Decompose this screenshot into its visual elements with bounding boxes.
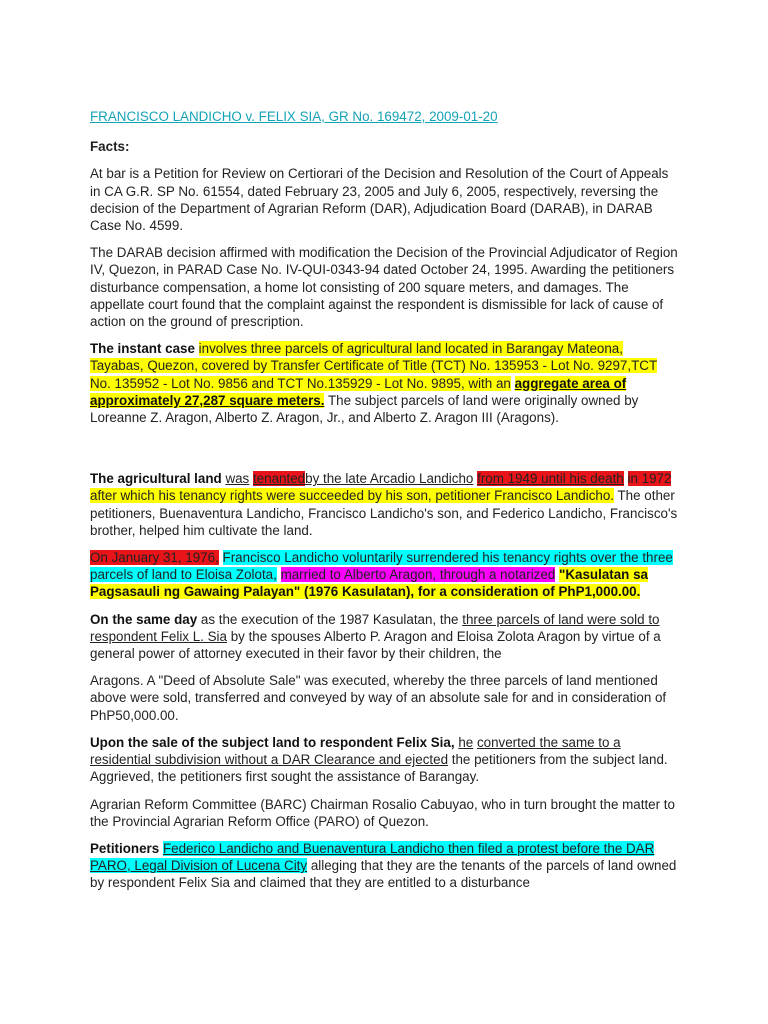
upon-sale-rest: the petitioners from the subject land. Aggrieved, the petitioners first sought the assistance of Barangay.: [90, 752, 668, 785]
facts-heading: Facts:: [90, 139, 130, 155]
paragraph-january-1976: [90, 549, 680, 601]
highlight-from-1949: from 1949 until his death: [477, 471, 624, 487]
document-body: [90, 108, 680, 902]
paragraph-petition: At bar is a Petition for Review on Certiorari of the Decision and Resolution of the Court of Appeals in CA G.R. SP No. 61554, dated February 23, 2005 and July 6, 2005, respectively, reversing the decision of the Department of Agrarian Reform (DAR), Adjudication Board (DARAB), in DARAB Case No. 4599.: [90, 166, 669, 234]
paragraph-instant-case: [90, 340, 680, 426]
underline-sold-to-sia: three parcels of land were sold to respondent Felix L. Sia: [90, 611, 660, 644]
paragraph-same-day: [90, 611, 680, 663]
blank-gap: [90, 436, 680, 470]
same-day-rest: by the spouses Alberto P. Aragon and Eloisa Zolota Aragon by virtue of a general power of attorney executed in their favor by their children, the: [90, 628, 661, 662]
same-day-mid: as the execution of the 1987 Kasulatan, the: [200, 611, 459, 627]
petitioners-rest: alleging that they are the tenants of the parcels of land owned by respondent Felix Sia and claimed that they are entitled to a disturbance: [90, 858, 677, 891]
highlight-date-1976: On January 31, 1976,: [90, 550, 219, 566]
highlight-aggregate-area: aggregate area of approximately 27,287 square meters.: [90, 375, 627, 408]
agricultural-land-rest: The other petitioners, Buenaventura Landicho, Francisco Landicho's son, and Federico Landicho, Francisco's brother, helped him cultivate the land.: [90, 488, 678, 538]
text-by-arcadio: by the late Arcadio Landicho: [305, 471, 474, 487]
highlight-succeeded: after which his tenancy rights were succeeded by his son, petitioner Francisco Landicho.: [90, 488, 615, 504]
highlight-kasulatan: "Kasulatan sa Pagsasauli ng Gawaing Palayan" (1976 Kasulatan), for a consideration of PhP1,000.00.: [90, 567, 648, 600]
paragraph-deed-of-sale: Aragons. A "Deed of Absolute Sale" was executed, whereby the three parcels of land mentioned above were sold, transferred and conveyed by way of an absolute sale for and in consideration of PhP50,000.00.: [90, 673, 667, 723]
text-he: he: [458, 734, 474, 750]
instant-case-lead: The instant case: [90, 341, 195, 357]
paragraph-petitioners: [90, 840, 680, 892]
highlight-married: married to Alberto Aragon, through a notarized: [280, 567, 556, 583]
upon-sale-lead: Upon the sale of the subject land to respondent Felix Sia,: [90, 734, 455, 750]
agricultural-land-lead: The agricultural land: [90, 471, 222, 487]
highlight-surrendered: Francisco Landicho voluntarily surrendered his tenancy rights over the three parcels of land to Eloisa Zolota,: [90, 550, 673, 583]
underline-converted: converted the same to a residential subdivision without a DAR Clearance and ejected: [90, 734, 621, 768]
paragraph-darab-decision: The DARAB decision affirmed with modification the Decision of the Provincial Adjudicator of Region IV, Quezon, in PARAD Case No. IV-QUI-0343-94 dated October 24, 1995. Awarding the petitioners disturbance compensation, a home lot consisting of 200 square meters, and damages. The appellate court found that the complaint against the respondent is dismissible for lack of cause of action on the ground of prescription.: [90, 245, 678, 330]
same-day-lead: On the same day: [90, 611, 198, 627]
petitioners-lead: Petitioners: [90, 840, 160, 856]
instant-case-rest: The subject parcels of land were originally owned by Loreanne Z. Aragon, Alberto Z. Aragon, Jr., and Alberto Z. Aragon III (Aragons).: [90, 392, 639, 426]
case-title-link[interactable]: FRANCISCO LANDICHO v. FELIX SIA, GR No. 169472, 2009-01-20: [90, 109, 498, 124]
paragraph-barc: Agrarian Reform Committee (BARC) Chairman Rosalio Cabuyao, who in turn brought the matter to the Provincial Agrarian Reform Office (PARO) of Quezon.: [90, 796, 675, 829]
highlight-protest: Federico Landicho and Buenaventura Landicho then filed a protest before the DAR PARO, Legal Division of Lucena City: [90, 840, 655, 874]
highlight-parcels-description: involves three parcels of agricultural land located in Barangay Mateona, Tayabas, Quezon, covered by Transfer Certificate of Title (TCT) No. 135953 - Lot No. 9297,TCT No. 135952 - Lot No. 9856 and TCT No.135929 - Lot No. 9895, with an: [90, 341, 658, 391]
paragraph-upon-sale: [90, 734, 680, 786]
highlight-in-1972: in 1972: [627, 471, 672, 487]
highlight-tenanted: tenanted: [253, 471, 306, 487]
text-was: was: [225, 471, 250, 487]
paragraph-agricultural-land: [90, 470, 680, 539]
